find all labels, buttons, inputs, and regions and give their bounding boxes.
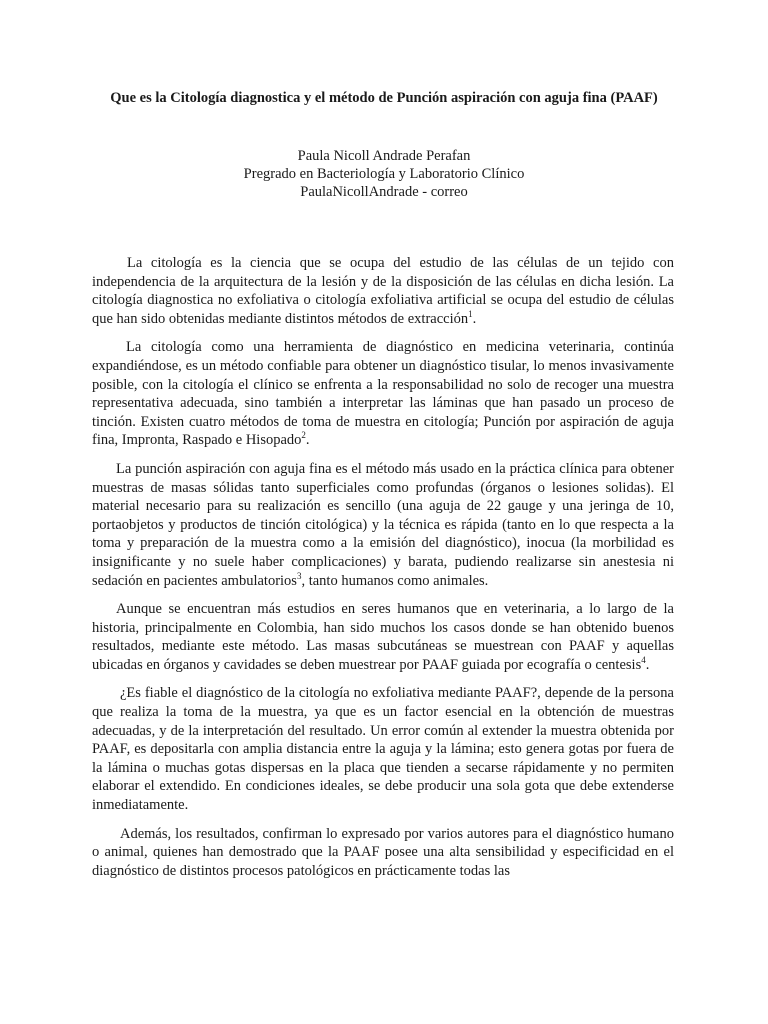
paragraph-1-tail: . <box>472 310 477 327</box>
footnote-ref-2: 2 <box>301 430 306 441</box>
paragraph-5-text: ¿Es fiable el diagnóstico de la citología no exfoliativa mediante PAAF?, depende de la persona que realiza la toma de la muestra, ya que es un factor esencial en la obtención de muestras adecuadas, y de la interpretación del resultado. Un error común al extender la muestra obtenida por PAAF, es depositarla con amplia distancia entre la aguja y la lámina; esto genera gotas por fuera de la lámina o muchas gotas dispersas en la placa que tienden a secarse rápidamente y no permiten elaborar el extendido. En condiciones ideales, se debe producir una sola gota que debe extenderse inmediatamente. <box>92 685 674 814</box>
body-text <box>92 254 674 880</box>
paragraph-4-text: Aunque se encuentran más estudios en seres humanos que en veterinaria, a lo largo de la historia, principalmente en Colombia, han sido muchos los casos donde se han obtenido buenos resultados, mediante este método. Las masas subcutáneas se muestrean con PAAF y aquellas ubicadas en órganos y cavidades se deben muestrear por PAAF guiada por ecografía o centesis <box>92 601 674 673</box>
footnote-ref-3: 3 <box>296 570 302 581</box>
paragraph-1-text: La citología es la ciencia que se ocupa del estudio de las células de un tejido con independencia de la arquitectura de la lesión y de la disposición de las células en dicha lesión. La citología diagnostica no exfoliativa o citología exfoliativa artificial se ocupa del estudio de células que han sido obtenidas mediante distintos métodos de extracción <box>92 255 674 327</box>
author-block <box>100 147 668 201</box>
paragraph-2-text: La citología como una herramienta de diagnóstico en medicina veterinaria, continúa expandiéndose, es un método confiable para obtener un diagnóstico tisular, lo menos invasivamente posible, con la citología el clínico se enfrenta a la responsabilidad no solo de recoger una muestra representativa adecuada, sino también a interpretar las láminas que han pasado un proceso de tinción. Existen cuatro métodos de toma de muestra en citología; Punción por aspiración de aguja fina, Impronta, Raspado e Hisopado <box>92 339 674 449</box>
footnote-ref-4: 4 <box>641 655 646 666</box>
paragraph-1 <box>92 254 674 328</box>
paragraph-3 <box>92 460 674 590</box>
paragraph-5 <box>92 684 674 814</box>
author-contact: PaulaNicollAndrade - correo <box>300 184 468 200</box>
author-program: Pregrado en Bacteriología y Laboratorio Clínico <box>243 166 525 182</box>
paragraph-2 <box>92 338 674 450</box>
paragraph-3-text: La punción aspiración con aguja fina es el método más usado en la práctica clínica para obtener muestras de masas sólidas tanto superficiales como profundas (órganos o lesiones solidas). El material necesario para su realización es sencillo (una aguja de 22 gauge y una jeringa de 10, portaobjetos y productos de tinción citológica) y la técnica es rápida (tanto en lo que respecta a la toma y preparación de la muestra como a la emisión del diagnóstico), inocua (la morbilidad es insignificante y no suele haber complicaciones) y barata, pudiendo realizarse sin anestesia ni sedación en pacientes ambulatorios <box>92 460 674 589</box>
footnote-ref-1: 1 <box>468 308 473 319</box>
paper-title: Que es la Citología diagnostica y el método de Punción aspiración con aguja fina (PAAF) <box>110 90 658 106</box>
paragraph-3-tail: , tanto humanos como animales. <box>301 572 489 589</box>
paragraph-4 <box>92 600 674 674</box>
author-name: Paula Nicoll Andrade Perafan <box>297 148 471 164</box>
paragraph-2-tail: . <box>305 432 310 449</box>
paragraph-6-text: Además, los resultados, confirman lo expresado por varios autores para el diagnóstico humano o animal, quienes han demostrado que la PAAF posee una alta sensibilidad y especificidad en el diagnóstico de distintos procesos patológicos en prácticamente todas las <box>92 825 674 879</box>
paragraph-4-tail: . <box>645 656 650 673</box>
paragraph-6 <box>92 825 674 881</box>
